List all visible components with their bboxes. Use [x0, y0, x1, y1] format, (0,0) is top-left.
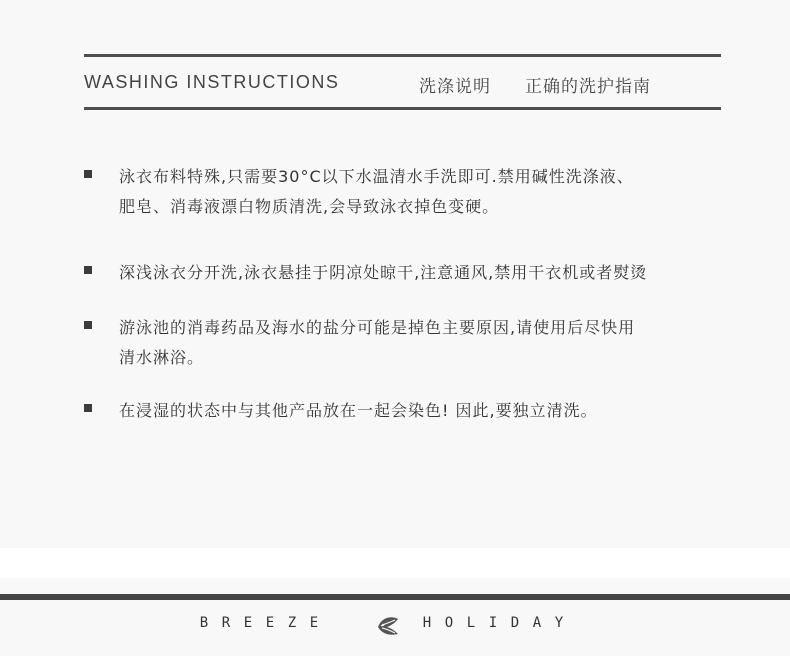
bullet-square-icon: [84, 170, 92, 178]
title-cn: 洗涤说明: [419, 77, 491, 97]
instruction-text: [119, 258, 729, 288]
brand-letter: A: [532, 615, 542, 631]
header-top-rule: [84, 54, 721, 57]
bullet-square-icon: [84, 321, 92, 329]
leaf-fish-logo-icon: [373, 610, 403, 640]
instruction-text: [119, 313, 729, 373]
brand-letter: I: [488, 615, 498, 631]
instruction-text: [119, 396, 729, 426]
instruction-text: [119, 162, 729, 222]
brand-name-left: [193, 615, 325, 631]
instruction-line: 肥皂、消毒液漂白物质清洗,会导致泳衣掉色变硬。: [119, 197, 500, 216]
brand-name-right: [416, 615, 570, 631]
bullet-square-icon: [84, 266, 92, 274]
instruction-line: 泳衣布料特殊,只需要30°C以下水温清水手洗即可.禁用碱性洗涤液、: [119, 167, 634, 186]
brand-letter: D: [510, 615, 520, 631]
subtitle-cn: 正确的洗护指南: [525, 77, 651, 97]
title-en: WASHING INSTRUCTIONS: [84, 72, 340, 92]
bullet-square-icon: [84, 404, 92, 412]
brand-letter: B: [199, 615, 209, 631]
brand-letter: E: [265, 615, 275, 631]
brand-letter: R: [221, 615, 231, 631]
header-bottom-rule: [84, 107, 721, 110]
instruction-line: 清水淋浴。: [119, 348, 205, 367]
footer-spacer: [0, 548, 790, 578]
brand-letter: Y: [554, 615, 564, 631]
brand-letter: O: [444, 615, 454, 631]
brand-letter: L: [466, 615, 476, 631]
instruction-line: 游泳池的消毒药品及海水的盐分可能是掉色主要原因,请使用后尽快用: [119, 318, 636, 337]
instruction-line: 在浸湿的状态中与其他产品放在一起会染色! 因此,要独立清洗。: [119, 401, 598, 420]
brand-letter: Z: [287, 615, 297, 631]
brand-letter: H: [422, 615, 432, 631]
instruction-line: 深浅泳衣分开洗,泳衣悬挂于阴凉处晾干,注意通风,禁用干衣机或者熨烫: [119, 263, 648, 282]
brand-letter: E: [309, 615, 319, 631]
brand-letter: E: [243, 615, 253, 631]
footer-rule: [0, 594, 790, 600]
